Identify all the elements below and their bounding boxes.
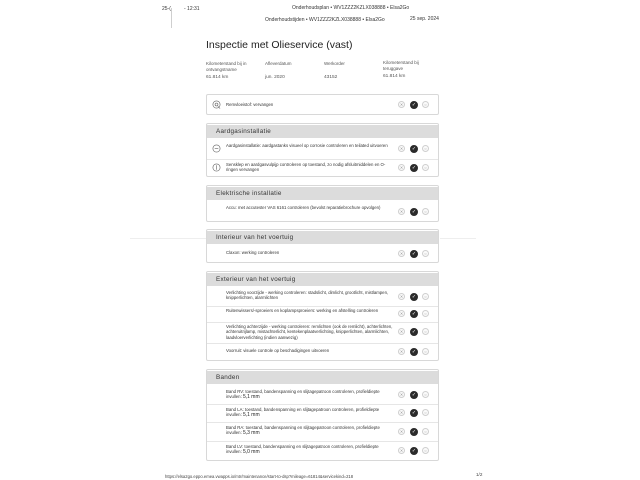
status-buttons (398, 101, 432, 109)
not-applicable-button[interactable]: ○ (422, 250, 429, 257)
not-ok-button[interactable]: ✕ (399, 251, 404, 256)
status-buttons (398, 328, 432, 336)
ok-button[interactable]: ✓ (411, 101, 417, 108)
section-heading: Elektrische installatie (207, 187, 438, 200)
not-applicable-button[interactable]: ○ (422, 101, 429, 108)
section-heading: Aardgasinstallatie (207, 125, 438, 138)
checklist-row (207, 306, 438, 322)
item-text (226, 407, 394, 419)
ok-button[interactable]: ✓ (411, 164, 417, 171)
section-heading: Exterieur van het voertuig (207, 273, 438, 286)
not-ok-button[interactable]: ✕ (399, 165, 404, 170)
not-applicable-button[interactable]: ○ (422, 208, 429, 215)
ok-button[interactable]: ✓ (411, 293, 417, 300)
not-applicable-button[interactable]: ○ (422, 428, 429, 435)
not-applicable-button[interactable]: ○ (422, 164, 429, 171)
mechanic-value: 43152 (324, 75, 338, 80)
section-heading: Banden (207, 371, 438, 384)
status-buttons (398, 208, 432, 216)
print-time-fragment: - 12:31 (184, 6, 200, 12)
delivery-value: jun. 2020 (265, 75, 285, 80)
not-applicable-button[interactable]: ○ (422, 328, 429, 335)
item-label: Band LA: toestand, bandenspanning en slijtagepatroon controleren, profieldiepte invullen: (226, 407, 380, 418)
km-out-label: Kilometerstand bij teruggave (383, 60, 419, 71)
item-text: Verlichting voorzijde - werking controleren: stadslicht, dimlicht, grootlicht, mistlampen, knipperlichten, alarmlichten (226, 290, 389, 301)
checklist-row (207, 159, 438, 176)
status-buttons (398, 310, 432, 318)
footer-page-number: 1/2 (476, 472, 483, 477)
print-date: 25 sep. 2024 (410, 16, 439, 22)
checklist-row (207, 386, 438, 404)
ok-button[interactable]: ✓ (411, 208, 417, 215)
section-card-elektrisch (206, 185, 439, 222)
status-buttons (398, 409, 432, 417)
item-text: Sensklep en aardgasvulpijp controleren op toestand, zo nodig afsluitmiddelen en O-ringen vervangen (226, 162, 386, 173)
checklist-row (207, 422, 438, 441)
item-text: Aardgasinstallatie: aardgastanks visueel op corrosie controleren en teilated uitvoeren (226, 143, 388, 148)
not-ok-button[interactable]: ✕ (399, 448, 404, 453)
page-title: Inspectie met Olieservice (vast) (206, 39, 353, 51)
mechanic-label: Werkorder (324, 61, 345, 66)
item-text (226, 425, 394, 437)
not-ok-button[interactable]: ✕ (399, 429, 404, 434)
item-text: Claxon: werking controleren (226, 250, 280, 255)
not-ok-button[interactable]: ✕ (399, 349, 404, 354)
item-label: Band RV: toestand, bandenspanning en slijtagepatroon controleren, profieldiepte invullen: (226, 389, 380, 400)
print-sub-title: Onderhoudstijden • WV1ZZZ2KZLX038888 • Elsa2Go (265, 17, 385, 23)
print-top-title: Onderhoudsplan • WV1ZZZ2KZLX038888 • Elsa2Go (292, 5, 410, 11)
not-ok-button[interactable]: ✕ (399, 392, 404, 397)
not-ok-button[interactable]: ✕ (399, 329, 404, 334)
checklist-row (207, 246, 438, 262)
tread-depth-value: 5,1 mm (242, 412, 260, 419)
item-text: Remvloeistof: vervangen (226, 102, 274, 107)
item-text: Verlichting achterzijde - werking controleren: remlichten (ook de remlicht), achterlichten, achteruitrijlamp, mistachterlicht, kentekenplaatverlichting, knipperlichten, alarmlichten, laadvloerverlichting (indien aanwezig) (226, 324, 393, 340)
ok-button[interactable]: ✓ (411, 310, 417, 317)
not-applicable-button[interactable]: ○ (422, 447, 429, 454)
status-buttons (398, 293, 432, 301)
ok-button[interactable]: ✓ (411, 328, 417, 335)
not-ok-button[interactable]: ✕ (399, 209, 404, 214)
section-heading: Interieur van het voertuig (207, 231, 438, 244)
footer-url: https://elsa2go.eppo.emea.vwapps.io/mtr/maintenance/start-to-dsp?mileage=61814&servicekind=218 (165, 474, 354, 479)
not-ok-button[interactable]: ✕ (399, 146, 404, 151)
checklist-row (207, 140, 438, 158)
not-applicable-button[interactable]: ○ (422, 293, 429, 300)
not-ok-button[interactable]: ✕ (399, 410, 404, 415)
not-applicable-button[interactable]: ○ (422, 391, 429, 398)
ok-button[interactable]: ✓ (411, 145, 417, 152)
ok-button[interactable]: ✓ (411, 428, 417, 435)
checklist-row (207, 95, 438, 114)
print-date-fragment: 25-( (162, 6, 171, 12)
status-buttons (398, 391, 432, 399)
ok-button[interactable]: ✓ (411, 250, 417, 257)
tread-depth-value: 5,3 mm (242, 430, 260, 437)
status-buttons (398, 348, 432, 356)
gas-valve-icon (212, 163, 221, 172)
not-applicable-button[interactable]: ○ (422, 310, 429, 317)
item-text: Accu: met accutester VAS 6161 controleren (bevolst reparatiebrochure opvolgen) (226, 205, 381, 210)
section-card-interieur (206, 229, 439, 263)
item-label: Band LV: toestand, bandenspanning en slijtagepatroon controleren, profieldiepte invullen: (226, 444, 379, 455)
not-ok-button[interactable]: ✕ (399, 102, 404, 107)
tread-depth-value: 5,0 mm (242, 449, 260, 456)
scan-fold-line-left (130, 238, 210, 239)
status-buttons (398, 428, 432, 436)
scan-fold-line-right (440, 238, 476, 239)
not-applicable-button[interactable]: ○ (422, 348, 429, 355)
status-buttons (398, 164, 432, 172)
ok-button[interactable]: ✓ (411, 409, 417, 416)
tread-depth-value: 5,1 mm (242, 394, 260, 401)
checklist-row (207, 404, 438, 422)
status-buttons (398, 250, 432, 258)
delivery-label: Afleverdatum (265, 61, 292, 66)
not-applicable-button[interactable]: ○ (422, 409, 429, 416)
item-label: Band RA: toestand, bandenspanning en slijtagepatroon controleren, profieldiepte invullen: (226, 425, 380, 436)
km-in-value: 61.814 km (206, 75, 229, 80)
item-text (226, 389, 394, 401)
gas-tank-icon (212, 144, 221, 153)
km-out-value: 61.814 km (383, 74, 406, 79)
section-card-exterieur (206, 271, 439, 361)
ok-button[interactable]: ✓ (411, 348, 417, 355)
status-buttons (398, 447, 432, 455)
checklist-row (207, 202, 438, 221)
item-text: Voorruit: visuele controle op beschadigingen uitvoeren (226, 348, 330, 353)
section-card-aardgas (206, 123, 439, 177)
ok-button[interactable]: ✓ (411, 447, 417, 454)
not-applicable-button[interactable]: ○ (422, 145, 429, 152)
checklist-row (207, 441, 438, 460)
status-buttons (398, 145, 432, 153)
checklist-row (207, 288, 438, 306)
scan-edge-mark (171, 8, 172, 28)
km-in-label: Kilometerstand bij in ontvangstname (206, 61, 247, 72)
checklist-row (207, 322, 438, 342)
ok-button[interactable]: ✓ (411, 391, 417, 398)
item-text: Ruitenwissers/-sproeiers en koplampsproeiers: werking en afstelling controleren (226, 308, 379, 313)
brake-fluid-icon (212, 100, 221, 109)
section-card-banden (206, 369, 439, 461)
section-card-general (206, 94, 439, 115)
not-ok-button[interactable]: ✕ (399, 311, 404, 316)
checklist-row (207, 343, 438, 360)
item-text (226, 444, 394, 456)
not-ok-button[interactable]: ✕ (399, 294, 404, 299)
